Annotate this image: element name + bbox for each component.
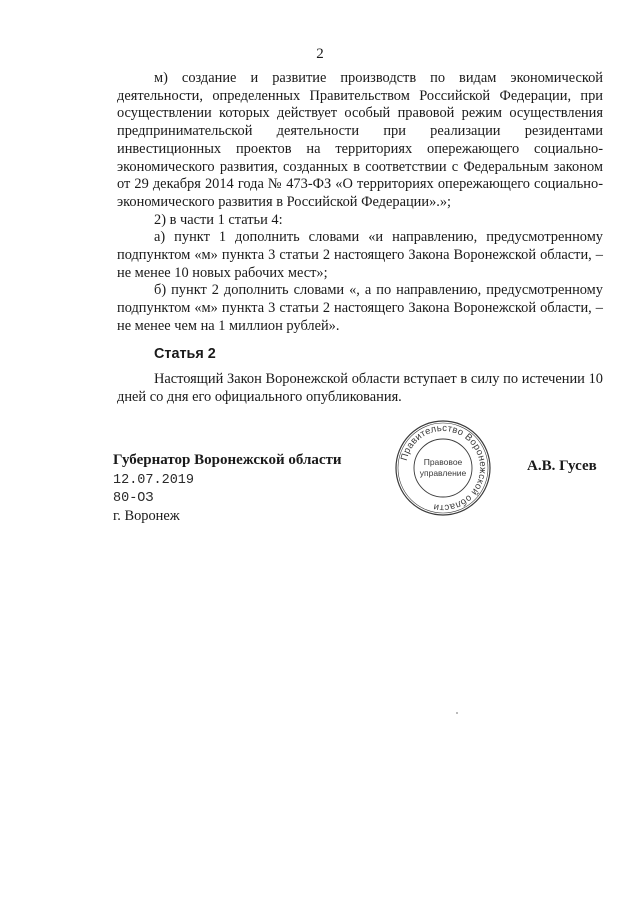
seal-inner-line-1: Правовое — [423, 457, 463, 467]
law-number: 80-ОЗ — [113, 491, 154, 506]
document-body — [117, 70, 603, 407]
article-2-text: Настоящий Закон Воронежской области вступает в силу по истечении 10 дней со дня его официального опубликования. — [117, 371, 603, 405]
official-seal-stamp — [393, 418, 493, 518]
signing-date: 12.07.2019 — [113, 473, 195, 488]
paragraph-subitem-m: м) создание и развитие производств по видам экономической деятельности, определенных Правительством Российской Федерации, при осуществлении которых действует особый правовой режим осуществления предпринимательской деятельности при реализации резидентами инвестиционных проектов на территориях опережающего социально-экономического развития, созданных в соответствии с Федеральным законом от 29 декабря 2014 года № 473-ФЗ «О территориях опережающего социально-экономического развития в Российской Федерации».»; — [117, 70, 603, 210]
signature-block — [113, 452, 342, 525]
signing-city: г. Воронеж — [113, 508, 180, 524]
scan-speck — [456, 712, 458, 714]
article-2-heading: Статья 2 — [154, 345, 216, 362]
paragraph-item-a: а) пункт 1 дополнить словами «и направлению, предусмотренному подпунктом «м» пункта 3 статьи 2 настоящего Закона Воронежской области, – не менее 10 новых рабочих мест»; — [117, 229, 603, 281]
page-number: 2 — [316, 46, 324, 62]
signer-name: А.В. Гусев — [527, 458, 597, 474]
seal-inner-line-2: управление — [419, 468, 467, 478]
seal-outer-text: Правительство Воронежской области — [398, 422, 489, 514]
signer-title: Губернатор Воронежской области — [113, 452, 342, 468]
paragraph-part-1-article-4: 2) в части 1 статьи 4: — [154, 211, 283, 228]
paragraph-item-b: б) пункт 2 дополнить словами «, а по направлению, предусмотренному подпунктом «м» пункта 3 статьи 2 настоящего Закона Воронежской области, – не менее чем на 1 миллион рублей». — [117, 282, 603, 334]
